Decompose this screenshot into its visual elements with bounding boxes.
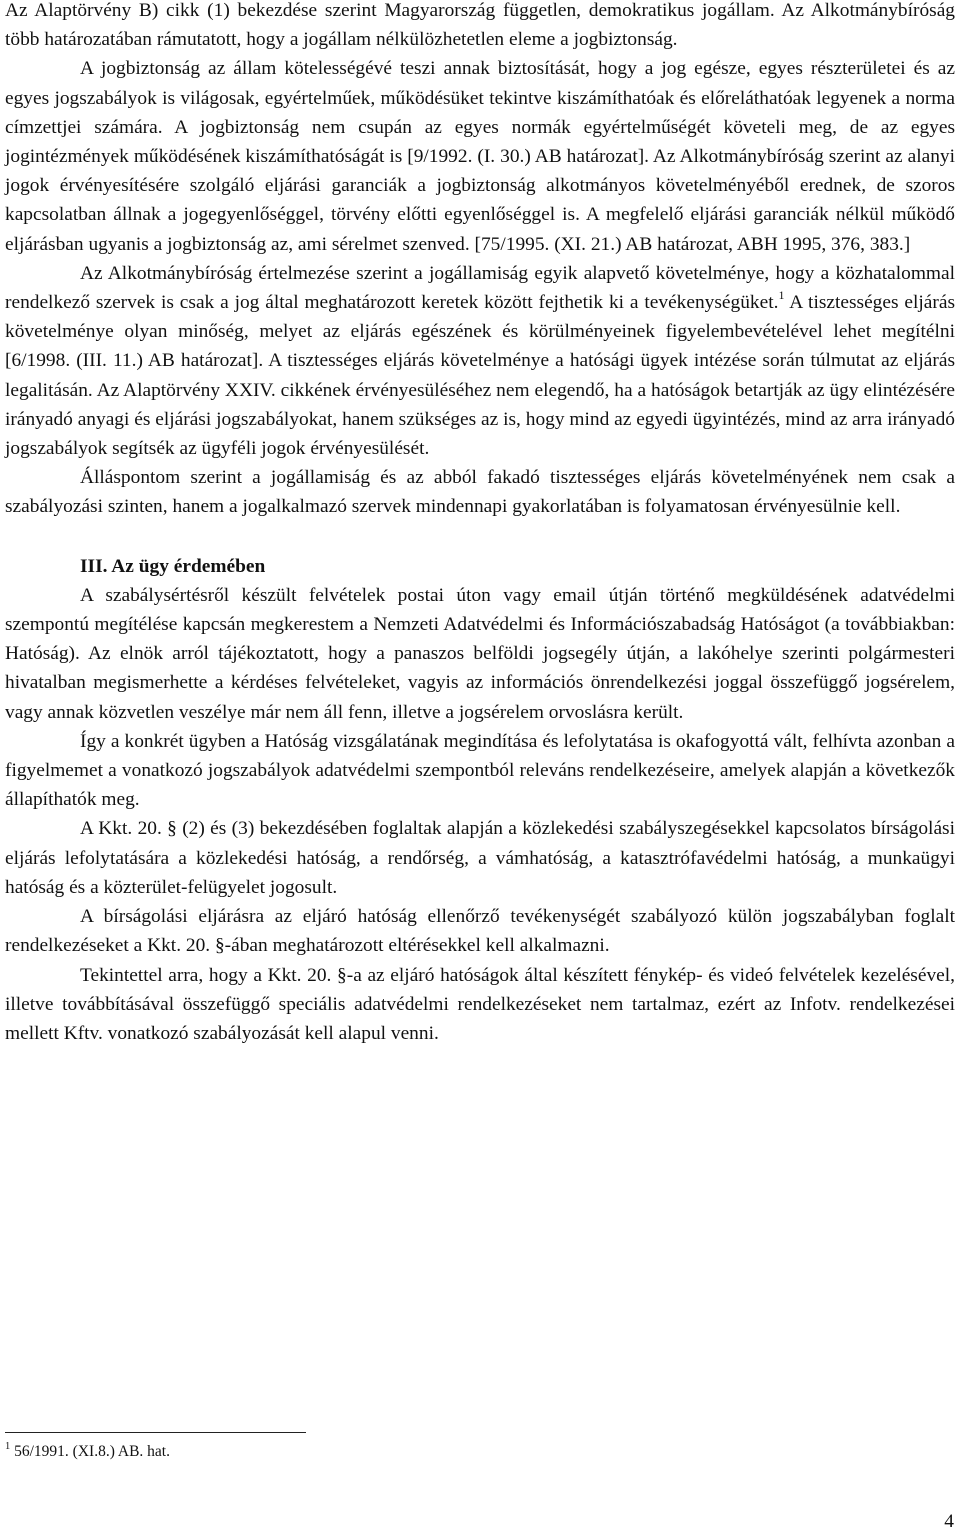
paragraph-tekintettel: Tekintettel arra, hogy a Kkt. 20. §-a az eljáró hatóságok által készített fénykép- és videó felvételek kezelésével, illetve továbbításával összefüggő speciális adatvédelmi rendelkezéseket nem tartalmaz, ezért az Infotv. rendelkezései mellett Kftv. vonatkozó szabályozását kell alapul venni. (5, 964, 955, 1044)
paragraph-jogallamisag-part2: A tisztességes eljárás követelménye olyan minőség, melyet az eljárás egészének és körülményeinek figyelembevételével lehet megítélni [6/1998. (III. 11.) AB határozat]. A tisztességes eljárás követelménye a hatósági ügyek intézése során túlmutat az eljárás legalitásán. Az Alaptörvény XXIV. cikkének érvényesüléséhez nem elegendő, ha a hatóságok betartják az ügy elintézésére irányadó anyagi és eljárási jogszabályokat, hanem szükséges az is, hogy mind az egyedi ügyintézés, mind az arra irányadó jogszabályok segítsék az ügyféli jogok érvényesülését. (5, 292, 955, 460)
paragraph-jogallamisag (5, 259, 955, 463)
paragraph-birsagolasi-eljaras: A bírságolási eljárásra az eljáró hatóság ellenőrző tevékenységét szabályozó külön jogszabályban foglalt rendelkezéseket a Kkt. 20. §-ában meghatározott eltérésekkel kell alkalmazni. (5, 906, 955, 957)
paragraph-jogallamisag-part1: Az Alkotmánybíróság értelmezése szerint a jogállamiság egyik alapvető követelménye, hogy a közhatalommal rendelkező szervek is csak a jog által meghatározott keretek között fejthetik ki a tevékenységüket. (5, 262, 955, 314)
paragraph-allaspont: Álláspontom szerint a jogállamiság és az abból fakadó tisztességes eljárás követelményének nem csak a szabályozási szinten, hanem a jogalkalmazó szervek mindennapi gyakorlatában is folyamatosan érvényesülnie kell. (5, 467, 955, 518)
paragraph-felvetelek: A szabálysértésről készült felvételek postai úton vagy email útján történő megküldésének adatvédelmi szempontú megítélése kapcsán megkerestem a Nemzeti Adatvédelmi és Információszabadság Hatóságot (a továbbiakban: Hatóság). Az elnök arról tájékoztatott, hogy a panaszos belföldi jogsegély útján, a lakóhelye szerinti polgármesteri hivatalban megismerhette a kérdéses felvételeket, vagyis az információs önrendelkezési joggal összefüggő jogsérelem, vagy annak közvetlen veszélye már nem áll fenn, illetve a jogsérelem orvoslásra került. (5, 584, 955, 723)
section-heading (5, 552, 955, 581)
paragraph-okafogyott: Így a konkrét ügyben a Hatóság vizsgálatának megindítása és lefolytatása is okafogyottá vált, felhívta azonban a figyelmemet a vonatkozó jogszabályok adatvédelmi szempontból releváns rendelkezéseire, amelyek alapján a következők állapíthatók meg. (5, 730, 955, 811)
document-page (5, 0, 955, 1048)
footnote-divider (5, 1432, 306, 1433)
paragraph-kkt-20: A Kkt. 20. § (2) és (3) bekezdésében foglaltak alapján a közlekedési szabályszegésekkel kapcsolatos bírságolási eljárás lefolytatására a közlekedési hatóság, a rendőrség, a vámhatóság, a katasztrófavédelmi hatóság, a munkaügyi hatóság és a közterület-felügyelet jogosult. (5, 818, 955, 898)
paragraph-alaptorveny: Az Alaptörvény B) cikk (1) bekezdése szerint Magyarország független, demokratikus jogállam. Az Alkotmánybíróság több határozatában rámutatott, hogy a jogállam nélkülözhetetlen eleme a jogbiztonság. (5, 0, 955, 51)
footnote-text: 56/1991. (XI.8.) AB. hat. (10, 1443, 170, 1460)
footnote-marker: 1 (5, 1440, 11, 1452)
section-title: Az ügy érdemében (111, 555, 266, 577)
footnote-reference: 1 (778, 287, 785, 302)
paragraph-jogbiztonsag: A jogbiztonság az állam kötelességévé teszi annak biztosítását, hogy a jog egésze, egyes részterületei és az egyes jogszabályok is világosak, egyértelműek, működésüket tekintve kiszámíthatóak és előreláthatóak legyenek a norma címzettjei számára. A jogbiztonság nem csupán az egyes normák egyértelműségét követeli meg, de az egyes jogintézmények működésének kiszámíthatóságát is [9/1992. (I. 30.) AB határozat]. Az Alkotmánybíróság szerint az alanyi jogok érvényesítésére szolgáló eljárási garanciák a jogbiztonság alkotmányos követelményéből erednek, de szoros kapcsolatban állnak a jogegyenlőséggel, törvény előtti egyenlőséggel is. A megfelelő eljárási garanciák nélkül működő eljárásban ugyanis a jogbiztonság az, ami sérelmet szenved. [75/1995. (XI. 21.) AB határozat, ABH 1995, 376, 383.] (5, 58, 955, 255)
page-number: 4 (944, 1511, 954, 1532)
footnote (5, 1442, 170, 1462)
section-number: III. (80, 555, 108, 577)
